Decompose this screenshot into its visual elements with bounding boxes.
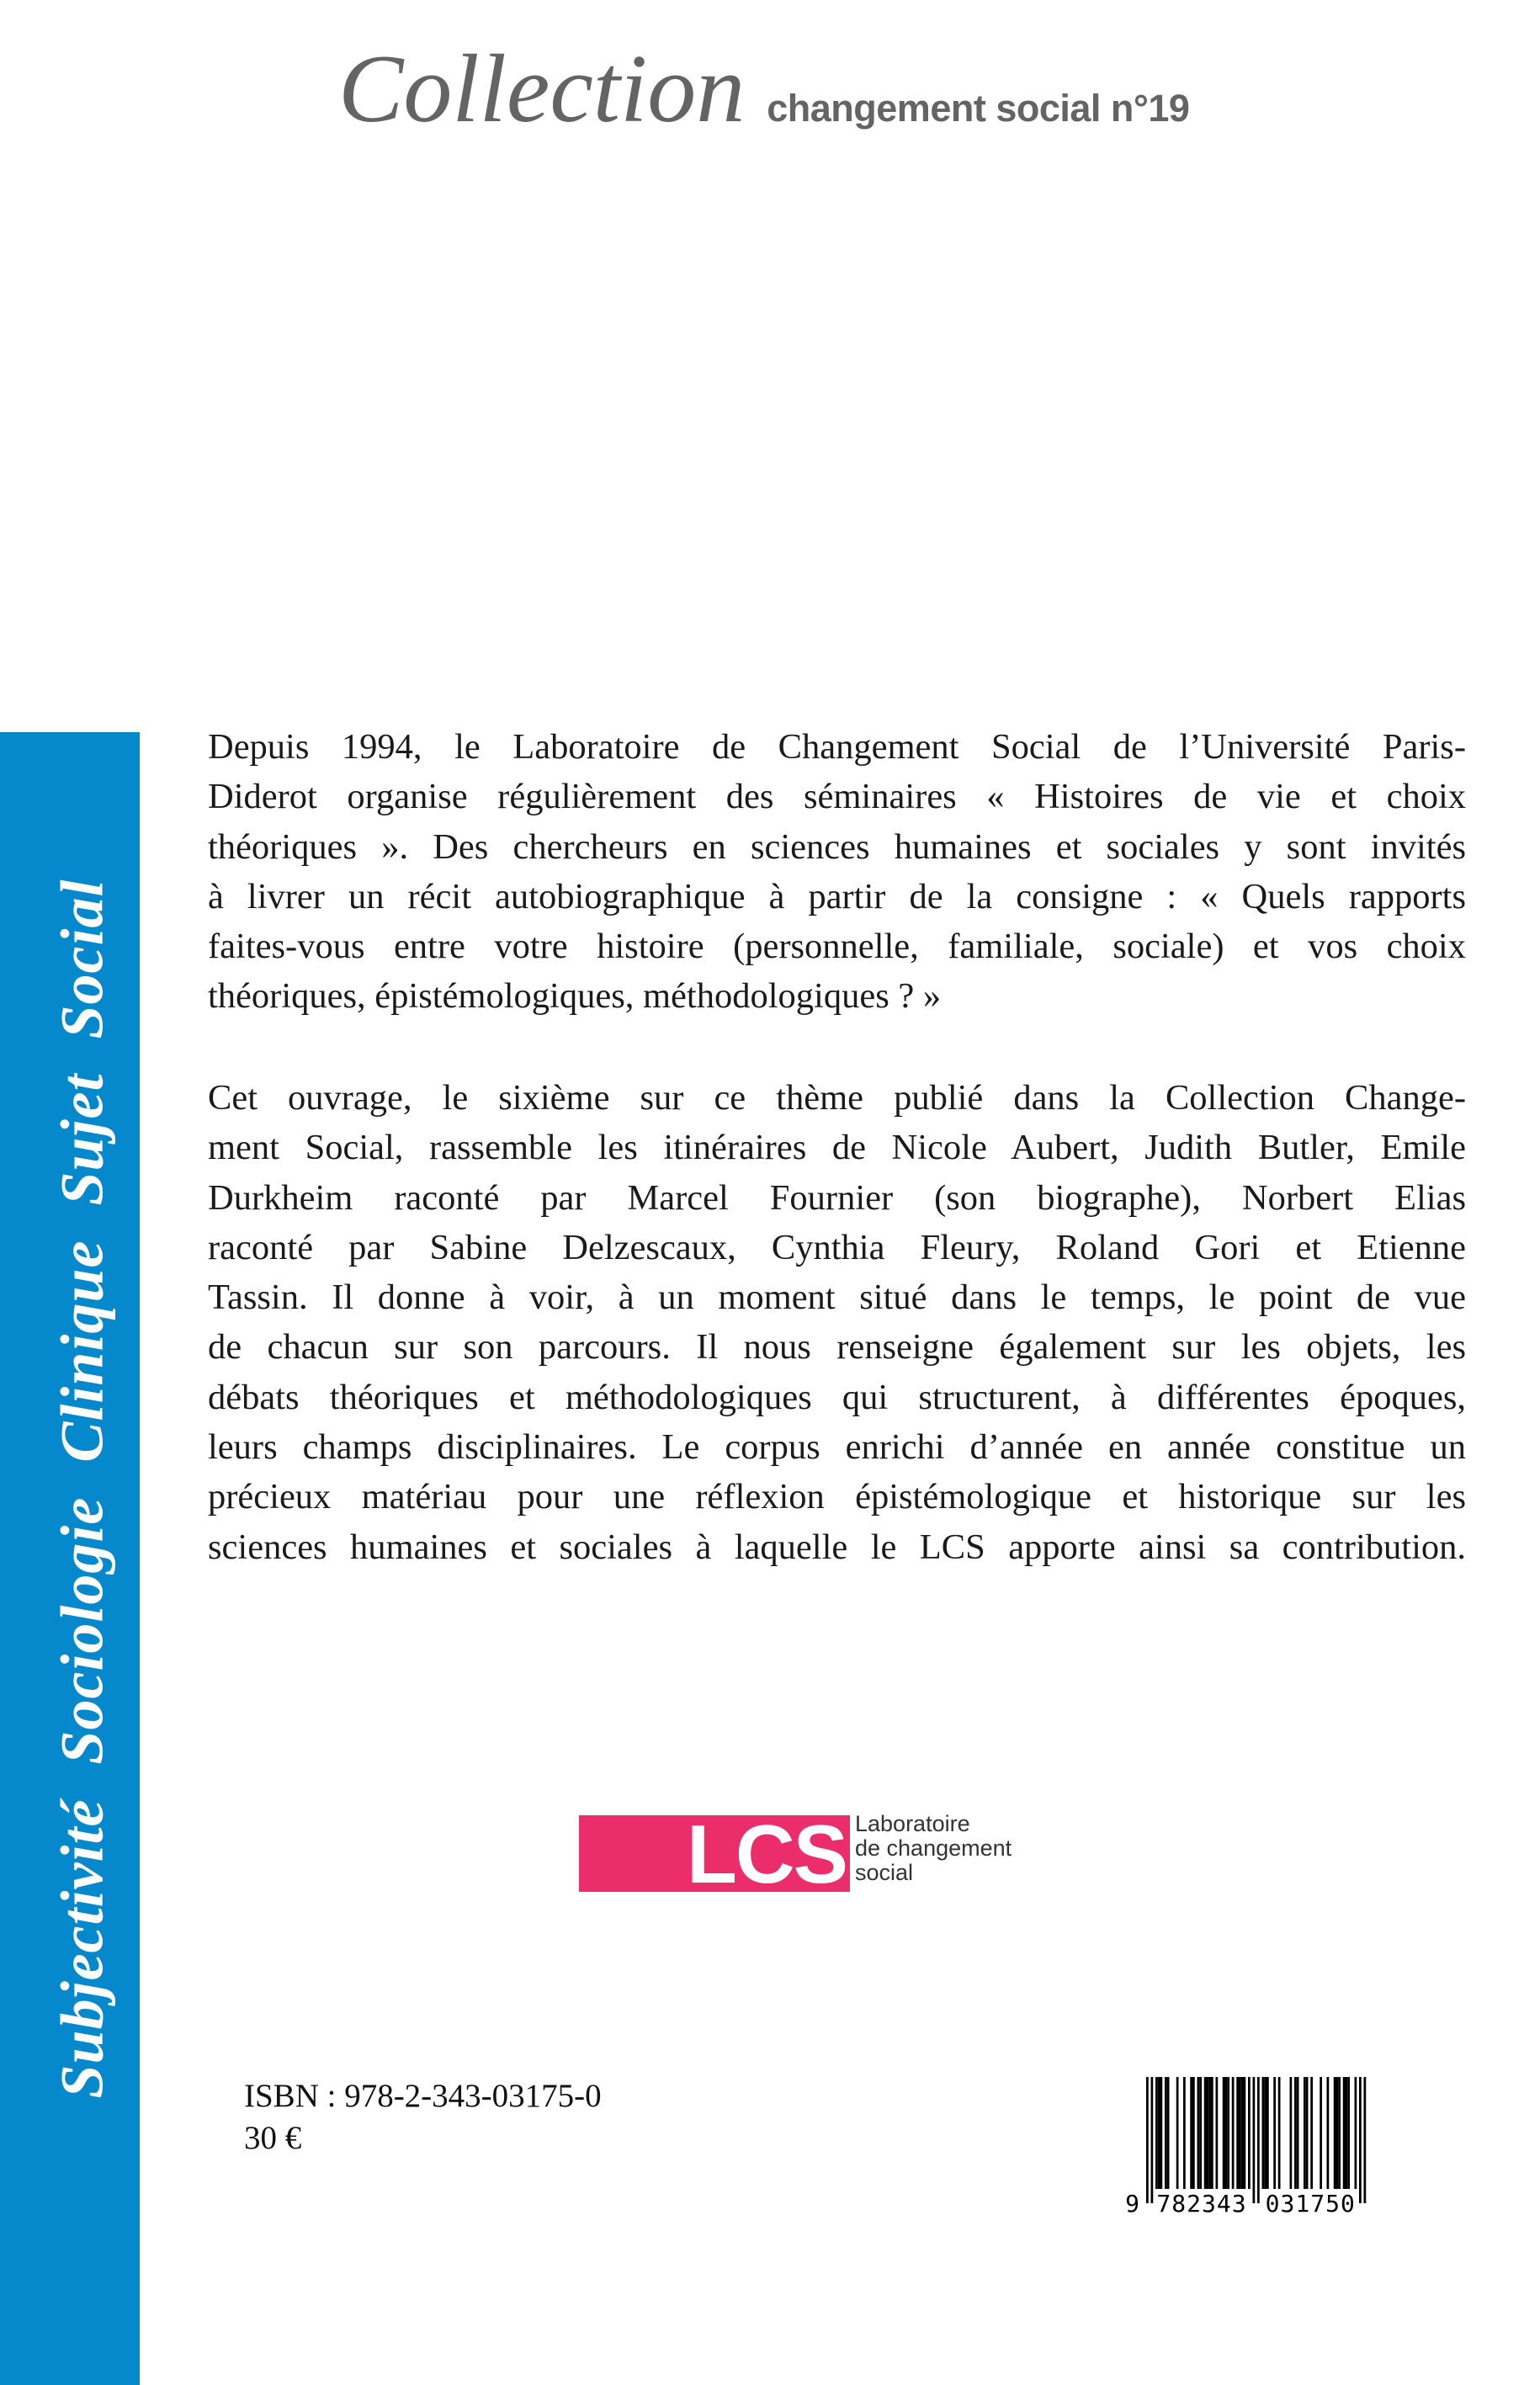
barcode-bar	[1278, 2077, 1281, 2189]
collection-title: Collection	[338, 35, 746, 143]
isbn-number: ISBN : 978-2-343-03175-0	[244, 2078, 602, 2114]
barcode-bar	[1334, 2077, 1336, 2189]
barcode-digits: 782343	[1156, 2190, 1247, 2218]
barcode-bar	[1146, 2077, 1149, 2203]
barcode-digits: 9	[1125, 2190, 1140, 2218]
text-line: débats théoriques et méthodologiques qui structurent, à différentes époques,	[208, 1377, 1466, 1417]
barcode-bar	[1223, 2077, 1225, 2189]
text-line: théoriques ». Des chercheurs en sciences humaines et sociales y sont invités	[208, 826, 1466, 867]
barcode-bar	[1239, 2077, 1241, 2189]
barcode-bar	[1244, 2077, 1246, 2189]
text-line: Depuis 1994, le Laboratoire de Changement Social de l’Université Paris-	[208, 727, 1466, 767]
sidebar-keywords: Subjectivité Sociologie Clinique Sujet Social	[48, 879, 116, 2099]
barcode-bar	[1343, 2077, 1346, 2189]
barcode-bar	[1208, 2077, 1211, 2189]
barcode-bar	[1262, 2077, 1265, 2189]
text-line: sciences humaines et sociales à laquelle le LCS apporte ainsi sa contribution.	[208, 1527, 1466, 1567]
barcode-bar	[1232, 2077, 1235, 2189]
barcode-bar	[1355, 2077, 1357, 2189]
text-line: faites-vous entre votre histoire (personnelle, familiale, sociale) et vos choix	[208, 927, 1466, 967]
collection-subtitle: changement social n°19	[767, 87, 1190, 130]
barcode-bar	[1183, 2077, 1186, 2189]
barcode-bar	[1248, 2077, 1251, 2189]
text-line: précieux matériau pour une réflexion épistémologique et historique sur les	[208, 1477, 1466, 1517]
barcode-bar	[1207, 2077, 1209, 2189]
barcode-bar	[1297, 2077, 1299, 2189]
barcode-bar	[1346, 2077, 1348, 2189]
barcode-bar	[1176, 2077, 1179, 2189]
text-line: à livrer un récit autobiographique à partir de la consigne : « Quels rapports	[208, 876, 1466, 916]
barcode	[1125, 2077, 1389, 2220]
isbn-block	[244, 2075, 602, 2159]
barcode-bar	[1264, 2077, 1267, 2189]
barcode-bar	[1227, 2077, 1229, 2189]
logo-line: social	[855, 1860, 914, 1885]
barcode-bar	[1306, 2077, 1309, 2189]
barcode-bar	[1204, 2077, 1207, 2189]
barcode-bar	[1158, 2077, 1160, 2189]
barcode-bar	[1304, 2077, 1306, 2189]
barcode-bar	[1167, 2077, 1170, 2189]
logo-line: de changement	[855, 1835, 1012, 1861]
logo-line: Laboratoire	[855, 1811, 970, 1836]
barcode-bar	[1197, 2077, 1200, 2189]
text-line: théoriques, épistémologiques, méthodologiques ? »	[208, 976, 942, 1017]
barcode-bar	[1290, 2077, 1293, 2189]
barcode-bar	[1253, 2077, 1256, 2203]
barcode-bar	[1267, 2077, 1269, 2189]
paragraph-2	[208, 1073, 1466, 1572]
barcode-bar	[1257, 2077, 1260, 2203]
barcode-bar	[1338, 2077, 1341, 2189]
barcode-bar	[1155, 2077, 1158, 2189]
price: 30 €	[244, 2120, 302, 2156]
lcs-logo-text	[855, 1812, 1012, 1892]
text-line: Cet ouvrage, le sixième sur ce thème publié dans la Collection Change-	[208, 1078, 1466, 1118]
text-line: raconté par Sabine Delzescaux, Cynthia Fleury, Roland Gori et Etienne	[208, 1227, 1466, 1267]
barcode-bar	[1199, 2077, 1202, 2189]
barcode-bar	[1241, 2077, 1244, 2189]
barcode-bar	[1216, 2077, 1219, 2189]
text-line: de chacun sur son parcours. Il nous renseigne également sur les objets, les	[208, 1327, 1466, 1368]
barcode-bar	[1364, 2077, 1367, 2203]
barcode-bar	[1151, 2077, 1154, 2203]
text-line: Diderot organise régulièrement des séminaires « Histoires de vie et choix	[208, 777, 1466, 817]
barcode-bar	[1273, 2077, 1276, 2189]
barcode-bar	[1211, 2077, 1213, 2189]
barcode-bar	[1336, 2077, 1339, 2189]
barcode-bar	[1327, 2077, 1330, 2189]
barcode-bar	[1310, 2077, 1313, 2189]
barcode-bar	[1359, 2077, 1362, 2203]
barcode-bar	[1347, 2077, 1350, 2189]
text-line: Tassin. Il donne à voir, à un moment situé dans le temps, le point de vue	[208, 1277, 1466, 1318]
barcode-bar	[1192, 2077, 1195, 2189]
barcode-bar	[1165, 2077, 1167, 2189]
text-line: Durkheim raconté par Marcel Fournier (son biographe), Norbert Elias	[208, 1177, 1466, 1218]
barcode-bar	[1225, 2077, 1228, 2189]
lcs-logo	[579, 1807, 1012, 1900]
barcode-bar	[1160, 2077, 1163, 2189]
lcs-logo-box: LCS	[579, 1815, 850, 1892]
paragraph-1	[208, 722, 1466, 1022]
text-line: ment Social, rassemble les itinéraires de Nicole Aubert, Judith Butler, Emile	[208, 1128, 1466, 1168]
text-line: leurs champs disciplinaires. Le corpus enrichi d’année en année constitue un	[208, 1427, 1466, 1468]
barcode-bar	[1320, 2077, 1322, 2189]
collection-header	[338, 34, 1189, 146]
barcode-digits: 031750	[1265, 2190, 1356, 2218]
barcode-bar	[1294, 2077, 1297, 2189]
barcode-bar	[1236, 2077, 1239, 2189]
barcode-bar	[1190, 2077, 1192, 2189]
